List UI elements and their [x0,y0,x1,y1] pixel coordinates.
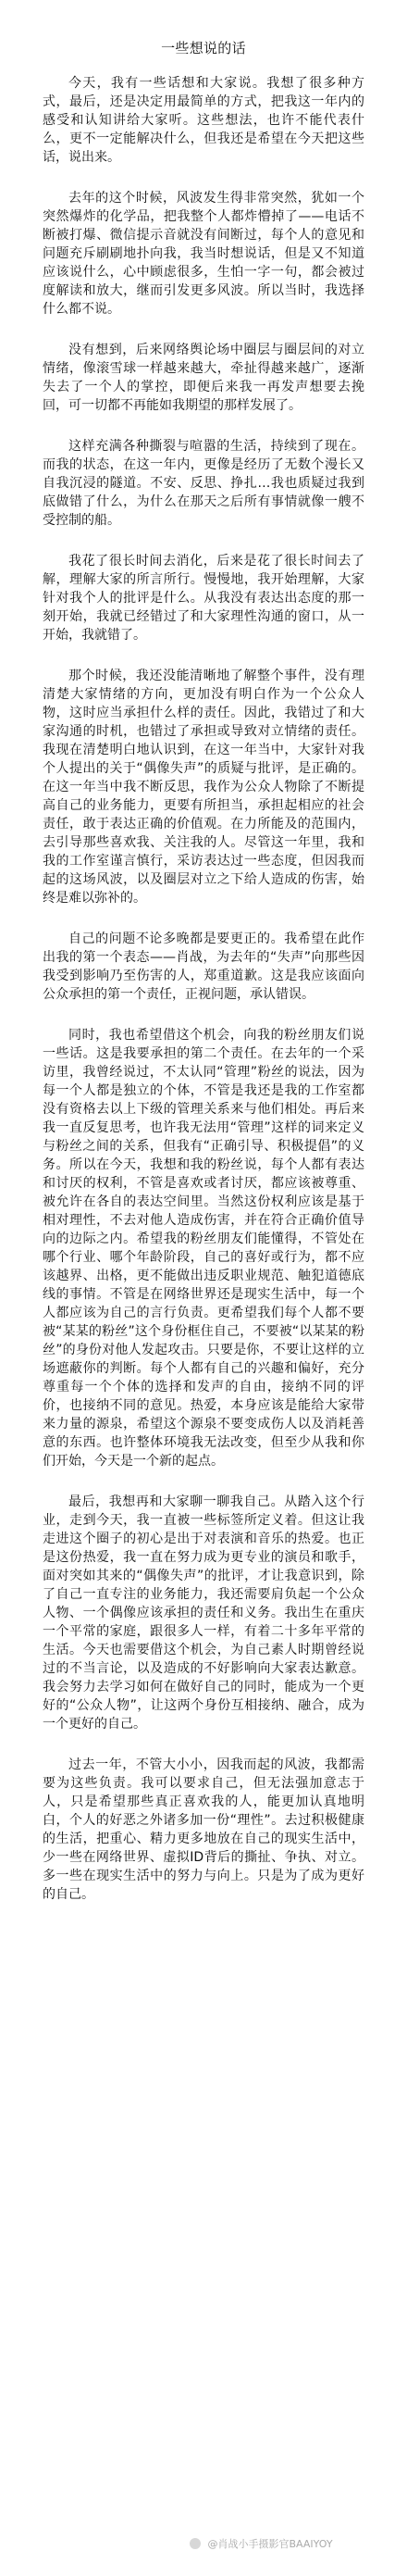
watermark-text: @肖战小手摄影官BAAIYOY [207,2538,333,2550]
paragraph-understanding: 我花了很长时间去消化，后来是花了很长时间去了解，理解大家的所言所行。慢慢地，我开始理解，大家针对我个人的批评是什么。从我没有表达出态度的那一刻开始，我就已经错过了和大家理性沟通的窗口，从一开始，我就错了。 [43,554,364,643]
paragraph-online-conflict: 没有想到，后来网络舆论场中圈层与圈层间的对立情绪，像滚雪球一样越来越大，牵扯得越来越广，逐渐失去了一个人的掌控，即便后来我一再发声想要去挽回，可一切都不再能如我期望的那样发展了。 [43,343,364,413]
paragraph-apology: 自己的问题不论多晚都是要更正的。我希望在此作出我的第一个表态——肖战，为去年的“失声”向那些因我受到影响乃至伤害的人，郑重道歉。这是我应该面向公众承担的第一个责任，正视问题，承认错误。 [43,932,364,1002]
paragraph-responsibility: 那个时候，我还没能清晰地了解整个事件，没有理清楚大家情绪的方向，更加没有明白作为一个公众人物，这时应当承担什么样的责任。因此，我错过了和大家沟通的时机，也错过了承担或导致对立情绪的责任。我现在清楚明白地认识到，在这一年当中，大家针对我个人提出的关于“偶像失声”的质疑与批评，是正确的。在这一年当中我不断反思，我作为公众人物除了不断提高自己的业务能力，更要有所担当，承担起相应的社会责任，敢于表达正确的价值观。在力所能及的范围内，去引导那些喜欢我、关注我的人。尽管这一年里，我和我的工作室谨言慎行，采访表达过一些态度，但因我而起的这场风波，以及圈层对立之下给人造成的伤害，始终是难以弥补的。 [43,669,364,906]
paragraph-last-year: 去年的这个时候，风波发生得非常突然，犹如一个突然爆炸的化学品，把我整个人都炸懵掉了——电话不断被打爆、微信提示音就没有间断过，每个人的意见和问题充斥刷刷地扑向我，我当时想说话，但是又不知道应该说什么，心中顾虑很多，生怕一字一句，都会被过度解读和放大，继而引发更多风波。所以当时，我选择什么都不说。 [43,191,364,317]
document-title: 一些想说的话 [161,40,246,56]
paragraph-reflection: 这样充满各种撕裂与喧嚣的生活，持续到了现在。而我的状态，在这一年内，更像是经历了无数个漫长又自我沉浸的隧道。不安、反思、挣扎…我也质疑过我到底做错了什么，为什么在那天之后所有事情就像一艘不受控制的船。 [43,439,364,528]
watermark-logo-icon [190,2538,201,2549]
paragraph-intro: 今天，我有一些话想和大家说。我想了很多种方式，最后，还是决定用最简单的方式，把我这一年内的感受和认知讲给大家听。这些想法，也许不能代表什么，更不一定能解决什么，但我还是希望在今天把这些话，说出来。 [43,76,364,165]
image-watermark [190,2537,333,2552]
paragraph-about-self: 最后，我想再和大家聊一聊我自己。从踏入这个行业，走到今天，我一直被一些标签所定义着。但这让我走进这个圈子的初心是出于对表演和音乐的热爱。也正是这份热爱，我一直在努力成为更专业的演员和歌手，面对突如其来的“偶像失声”的批评，才让我意识到，除了自己一直专注的业务能力，我还需要肩负起一个公众人物、一个偶像应该承担的责任和义务。我出生在重庆一个平常的家庭，跟很多人一样，有着二十多年平常的生活。今天也需要借这个机会，为自己素人时期曾经说过的不当言论，以及造成的不好影响向大家表达歉意。我会努力去学习如何在做好自己的同时，能成为一个更好的“公众人物”，让这两个身份互相接纳、融合，成为一个更好的自己。 [43,1494,364,1732]
paragraph-conclusion: 过去一年，不管大小小，因我而起的风波，我都需要为这些负责。我可以要求自己，但无法强加意志于人，只是希望那些真正喜欢我的人，能更加认真地明白，个人的好恶之外诸多加一份“理性”。去过积极健康的生活，把重心、精力更多地放在自己的现实生活中，少一些在网络世界、虚拟ID背后的撕扯、争执、对立。多一些在现实生活中的努力与向上。只是为了成为更好的自己。 [43,1757,364,1902]
paragraph-message-to-fans: 同时，我也希望借这个机会，向我的粉丝朋友们说一些话。这是我要承担的第二个责任。在去年的一个采访里，我曾经说过，不太认同“管理”粉丝的说法，因为每一个人都是独立的个体，不管是我还是我的工作室都没有资格去以上下级的管理关系来与他们相处。再后来我一直反复思考，也许我无法用“管理”这样的词来定义与粉丝之间的关系，但我有“正确引导、积极提倡”的义务。所以在今天，我想和我的粉丝说，每个人都有表达和讨厌的权利，不管是喜欢或者讨厌，都应该被尊重、被允许在各自的表达空间里。当然这份权利应该是基于相对理性，不去对他人造成伤害，并在符合正确价值导向的边际之内。希望我的粉丝朋友们能懂得，不管处在哪个行业、哪个年龄阶段，自己的喜好或行为，都不应该越界、出格，更不能做出违反职业规范、触犯道德底线的事情。不管是在网络世界还是现实生活中，每一个人都应该为自己的言行负责。更希望我们每个人都不要被“某某的粉丝”这个身份框住自己，不要被“以某某的粉丝”的身份对他人发起攻击。只要是你，不要让这样的立场遮蔽你的判断。每个人都有自己的兴趣和偏好，充分尊重每一个个体的选择和发声的自由，接纳不同的评价，也接纳不同的意见。热爱，本身应该是能给大家带来力量的源泉，希望这个源泉不要变成伤人以及消耗善意的东西。也许整体环境我无法改变，但至少从我和你们开始，今天是一个新的起点。 [43,1028,364,1469]
